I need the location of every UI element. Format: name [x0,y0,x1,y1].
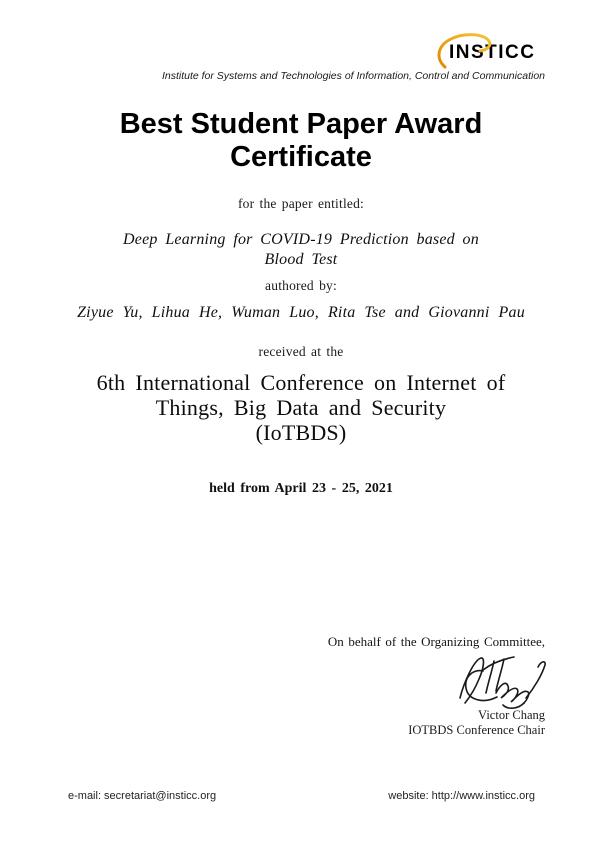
signer-role: IOTBDS Conference Chair [408,723,545,737]
footer-email: e-mail: secretariat@insticc.org [68,790,217,802]
certificate-title-line2: Certificate [230,141,372,173]
authored-label: authored by: [265,278,337,293]
signature-image [452,648,552,710]
certificate-title-line1: Best Student Paper Award [119,108,483,140]
conference-title [0,370,602,445]
signer-name: Victor Chang [478,708,545,722]
paper-title [0,230,602,270]
conference-dates: held from April 23 - 25, 2021 [209,481,393,496]
conference-title-line2: Things, Big Data and Security [155,395,447,420]
certificate-title [0,108,602,174]
institute-tagline: Institute for Systems and Technologies of Information, Control and Communication [161,70,545,82]
authors-line: Ziyue Yu, Lihua He, Wuman Luo, Rita Tse and Giovanni Pau [77,304,525,321]
footer-website: website: http://www.insticc.org [388,790,535,802]
logo-wordmark: INSTICC [449,42,536,63]
insticc-logo [449,40,545,66]
on-behalf-label: On behalf of the Organizing Committee, [327,634,545,649]
received-label: received at the [258,344,344,359]
entitled-label: for the paper entitled: [237,196,365,211]
conference-title-line1: 6th International Conference on Internet of [96,370,506,395]
paper-title-line2: Blood Test [264,251,338,268]
paper-title-line1: Deep Learning for COVID-19 Prediction based on [123,231,479,248]
conference-title-line3: (IoTBDS) [255,420,347,445]
